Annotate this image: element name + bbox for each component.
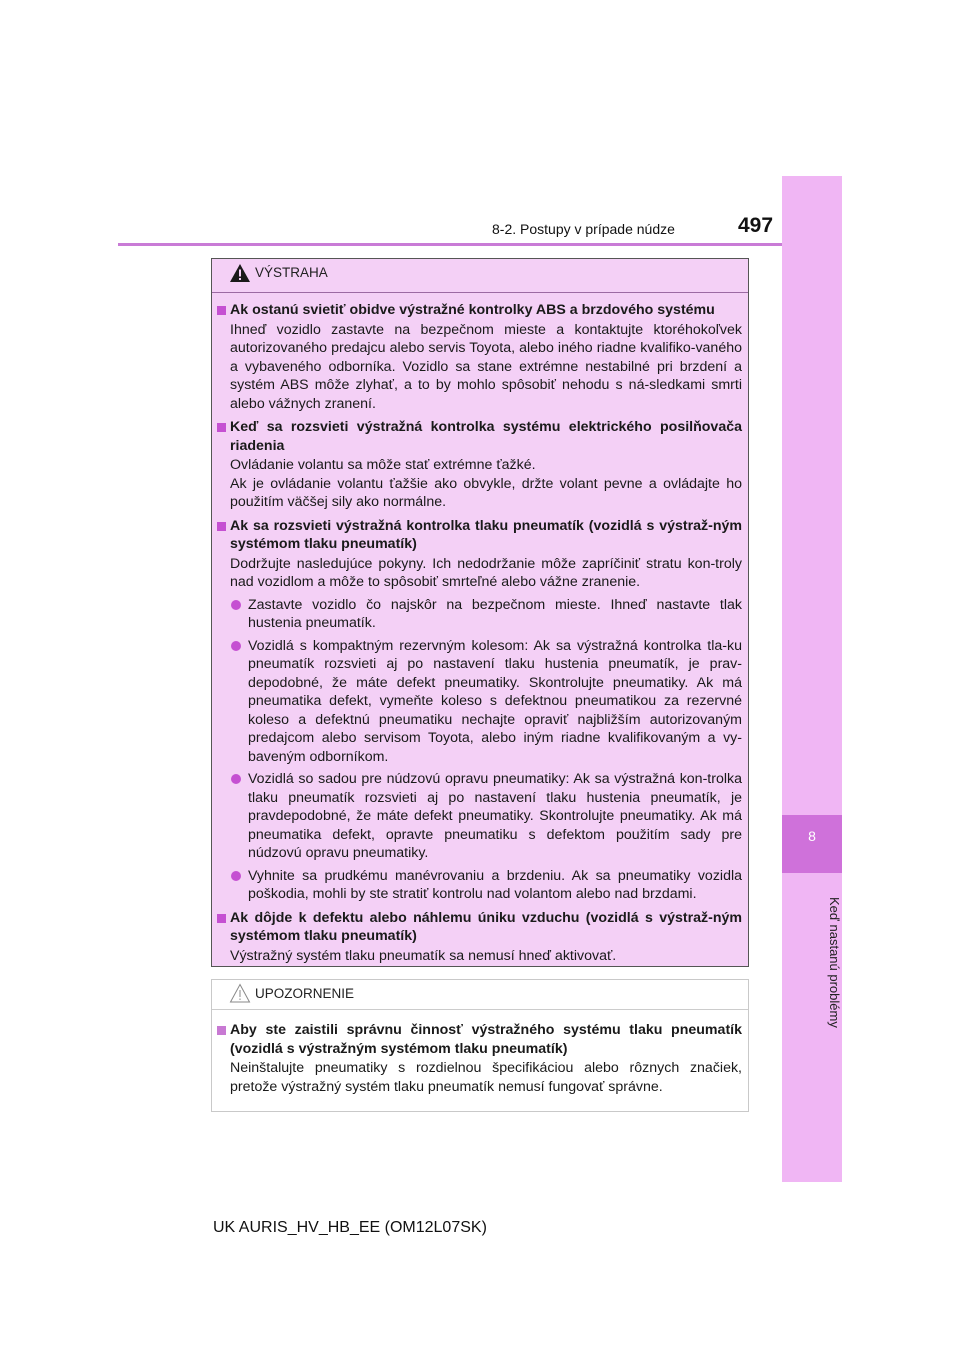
section-heading — [217, 1021, 742, 1058]
list-item — [217, 596, 742, 633]
section-body: Dodržujte nasledujúce pokyny. Ich nedodržanie môže zapríčiniť stratu kon-troly nad vozidlom a môže to spôsobiť smrteľné alebo vážne zranenie. — [230, 555, 742, 590]
warning-triangle-icon — [229, 263, 251, 283]
circle-bullet-icon — [231, 641, 241, 651]
warning-label: VÝSTRAHA — [255, 265, 328, 280]
section-heading-text: Ak dôjde k defektu alebo náhlemu úniku vzduchu (vozidlá s výstraž-ným systémom tlaku pneumatík) — [230, 909, 742, 944]
warning-section-abs — [217, 301, 742, 413]
warning-header — [212, 259, 748, 293]
section-body: Výstražný systém tlaku pneumatík sa nemusí hneď aktivovať. — [230, 947, 617, 964]
warning-section-power-steering — [217, 418, 742, 512]
section-body: Neinštalujte pneumatiky s rozdielnou špecifikáciou alebo rôznych značiek, pretože výstražný systém tlaku pneumatík nemusí fungovať správne. — [230, 1060, 742, 1095]
page-number: 497 — [738, 214, 774, 237]
section-heading-text: Ak ostanú svietiť obidve výstražné kontrolky ABS a brzdového systému — [230, 302, 715, 318]
section-body: Ihneď vozidlo zastavte na bezpečnom mieste a kontaktujte ktoréhokoľvek autorizovaného predajcu alebo servis Toyota, alebo iného riadne kvalifiko-vaného a vybaveného odborníka. Vozidlo sa stane extrémne nestabilné pri brzdení a systém ABS môže zlyhať, a to by mohlo spôsobiť nehodu s ná-sledkami smrti alebo vážnych zranení. — [230, 321, 742, 412]
square-bullet-icon — [217, 914, 226, 923]
section-heading — [217, 517, 742, 554]
caution-header — [212, 980, 748, 1010]
caution-label: UPOZORNENIE — [255, 986, 355, 1001]
caution-box — [211, 979, 749, 1112]
chapter-label-text: Keď nastanú problémy — [827, 896, 842, 1028]
list-item-text: Vyhnite sa prudkému manévrovaniu a brzdeniu. Ak sa pneumatiky vozidla poškodia, mohli by ste stratiť kontrolu nad volantom alebo nad brzdami. — [248, 867, 742, 902]
section-body: Ovládanie volantu sa môže stať extrémne ťažké. — [230, 457, 536, 473]
circle-bullet-icon — [231, 774, 241, 784]
caution-section-tpws — [217, 1021, 742, 1096]
section-heading — [217, 909, 742, 946]
caution-triangle-icon — [229, 983, 251, 1003]
chapter-label — [782, 882, 842, 1042]
warning-content — [212, 301, 748, 970]
list-item-text: Zastavte vozidlo čo najskôr na bezpečnom mieste. Ihneď nastavte tlak hustenia pneumatík. — [248, 596, 742, 631]
section-heading-text: Keď sa rozsvieti výstražná kontrolka systému elektrického posilňovača riadenia — [230, 419, 742, 454]
list-item — [217, 867, 742, 904]
list-item — [217, 770, 742, 863]
section-body: Ak je ovládanie volantu ťažšie ako obvykle, držte volant pevne a ovládajte ho použitím väčšej sily ako normálne. — [230, 475, 742, 510]
chapter-number: 8 — [808, 828, 816, 844]
warning-section-tire-pressure — [217, 517, 742, 904]
circle-bullet-icon — [231, 600, 241, 610]
section-heading — [217, 301, 742, 320]
square-bullet-icon — [217, 306, 226, 315]
caution-content — [212, 1021, 748, 1101]
warning-box — [211, 258, 749, 967]
section-title: 8-2. Postupy v prípade núdze — [492, 221, 675, 237]
circle-bullet-icon — [231, 871, 241, 881]
manual-code: UK AURIS_HV_HB_EE (OM12L07SK) — [213, 1219, 487, 1236]
section-heading — [217, 418, 742, 455]
section-heading-text: Ak sa rozsvieti výstražná kontrolka tlaku pneumatík (vozidlá s výstraž-ným systémom tlaku pneumatík) — [230, 517, 742, 552]
square-bullet-icon — [217, 423, 226, 432]
list-item-text: Vozidlá s kompaktným rezervným kolesom: Ak sa výstražná kontrolka tla-ku pneumatík rozsvieti aj po nastavení tlaku hustenia pneumatík, je prav-depodobné, že máte defekt pneumatiky. Skontrolujte pneumatiky. Ak má pneumatika defekt, vymeňte koleso s defektnou pneumatikou za rezervné koleso a defektnú pneumatiku nechajte opraviť najbližším autorizovaným predajcom alebo servisom Toyota, alebo iným riadne kvalifikovaným a vy-baveným odborníkom. — [248, 637, 742, 765]
section-heading-text: Aby ste zaistili správnu činnosť výstražného systému tlaku pneumatík (vozidlá s výstražným systémom tlaku pneumatík) — [230, 1022, 742, 1057]
square-bullet-icon — [217, 522, 226, 531]
chapter-number-tab — [782, 815, 842, 873]
list-item-text: Vozidlá so sadou pre núdzovú opravu pneumatiky: Ak sa výstražná kon-trolka tlaku pneumatík rozsvieti aj po nastavení tlaku hustenia pneumatík, je pravdepodobné, že máte defekt pneumatiky. Skontrolujte pneumatiky. Ak má pneumatika defekt, opravte pneumatiku s defektom použitím sady pre núdzovú opravu pneumatiky. — [248, 771, 742, 861]
list-item — [217, 637, 742, 767]
square-bullet-icon — [217, 1026, 226, 1035]
warning-section-deflation — [217, 909, 742, 966]
header-rule — [118, 243, 782, 246]
